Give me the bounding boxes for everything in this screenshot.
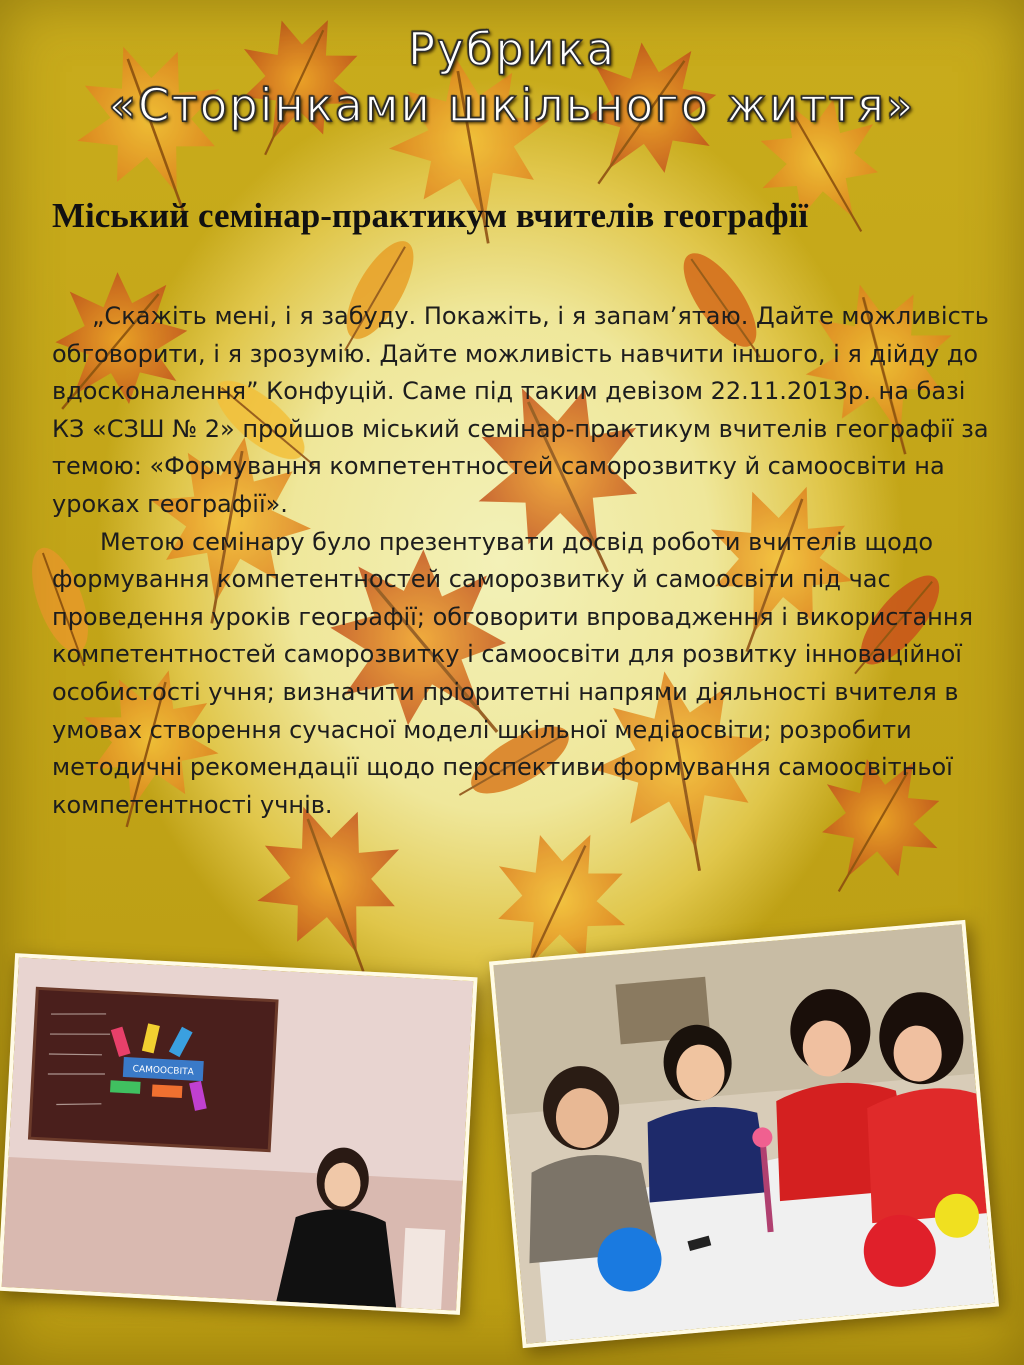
article-paragraph-2: Метою семінару було презентувати досвід роботи вчителів щодо формування компетентностей саморозвитку й самоосвіти під час проведення уроків географії; обговорити впровадження і використання компетентностей саморозвитку і самоосвіти для розвитку інноваційної особистості учня; визначити пріоритетні напрями діяльності вчителя в умовах створення сучасної моделі шкільної медіаосвіти; розробити методичні рекомендації щодо перспективи формування самоосвітньої компетентності учнів.: [52, 527, 973, 819]
article-paragraph-1: „Скажіть мені, і я забуду. Покажіть, і я запам’ятаю. Дайте можливість обговорити, і я зрозумію. Дайте можливість навчити іншого, і я дійду до вдосконалення” Конфуцій. Саме під таким девізом 22.11.2013р. на базі КЗ «СЗШ № 2» пройшов міський семінар-практикум вчителів географії за темою: «Формування компетентностей саморозвитку й самоосвіти на уроках географії».: [52, 302, 989, 518]
article-heading: Міський семінар-практикум вчителів географії: [52, 196, 809, 235]
article-body: [52, 298, 1002, 824]
rubric-title-line2: «Сторінками шкільного життя»: [108, 79, 916, 132]
rubric-title: [0, 22, 1024, 134]
photo-teacher-at-board: [0, 953, 478, 1315]
board-label: САМООСВІТА: [132, 1064, 194, 1078]
photo-teachers-at-table: [489, 920, 999, 1348]
rubric-title-line1: Рубрика: [407, 23, 617, 76]
